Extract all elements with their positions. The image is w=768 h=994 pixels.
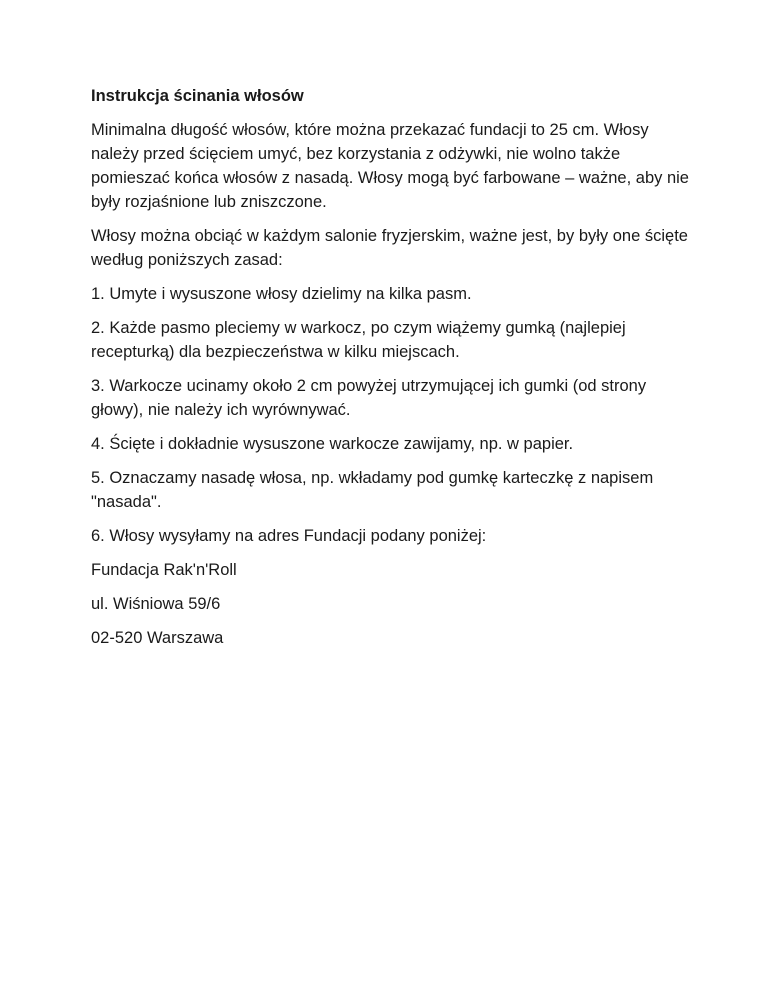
intro-paragraph-2: Włosy można obciąć w każdym salonie fryzjerskim, ważne jest, by były one ścięte według poniższych zasad:: [91, 227, 688, 269]
step-2: 2. Każde pasmo pleciemy w warkocz, po czym wiążemy gumką (najlepiej recepturką) dla bezpieczeństwa w kilku miejscach.: [91, 319, 626, 361]
step-1: 1. Umyte i wysuszone włosy dzielimy na kilka pasm.: [91, 285, 472, 303]
step-6: 6. Włosy wysyłamy na adres Fundacji podany poniżej:: [91, 527, 487, 545]
document-page: [91, 84, 691, 660]
step-5: 5. Oznaczamy nasadę włosa, np. wkładamy pod gumkę karteczkę z napisem "nasada".: [91, 469, 654, 511]
step-3: 3. Warkocze ucinamy około 2 cm powyżej utrzymującej ich gumki (od strony głowy), nie należy ich wyrównywać.: [91, 377, 647, 419]
address-name: Fundacja Rak'n'Roll: [91, 561, 237, 579]
intro-paragraph-1: Minimalna długość włosów, które można przekazać fundacji to 25 cm. Włosy należy przed ścięciem umyć, bez korzystania z odżywki, nie wolno także pomieszać końca włosów z nasadą. Włosy mogą być farbowane – ważne, aby nie były rozjaśnione lub zniszczone.: [91, 121, 689, 211]
step-4: 4. Ścięte i dokładnie wysuszone warkocze zawijamy, np. w papier.: [91, 435, 574, 453]
address-street: ul. Wiśniowa 59/6: [91, 595, 221, 613]
address-city: 02-520 Warszawa: [91, 629, 224, 647]
document-title: Instrukcja ścinania włosów: [91, 87, 304, 105]
